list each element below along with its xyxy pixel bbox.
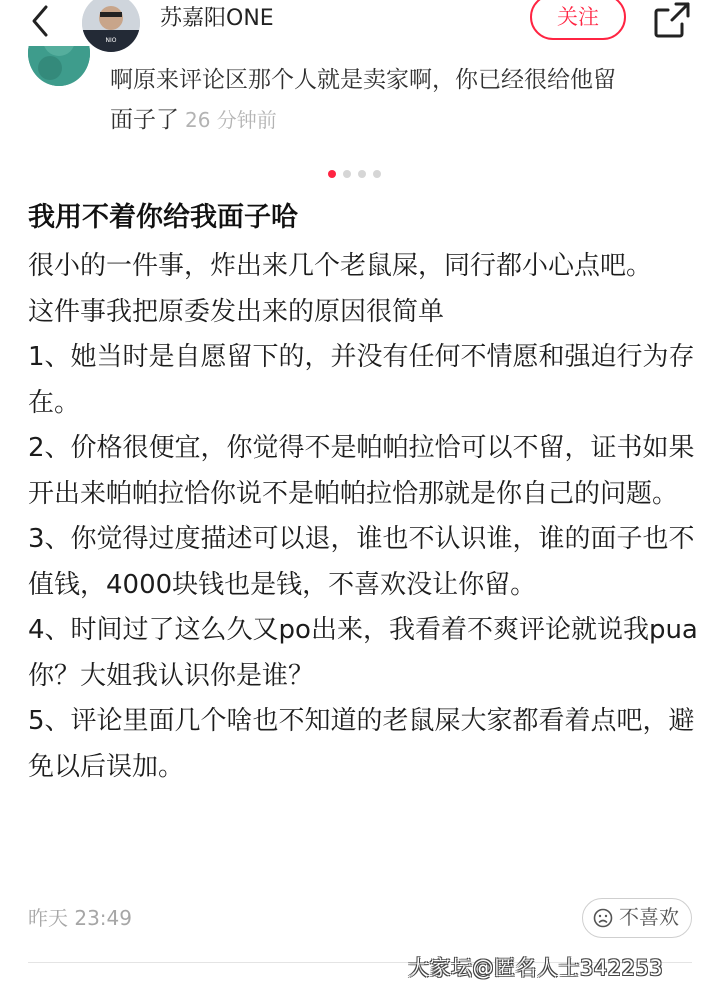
dislike-button[interactable] [582, 898, 692, 938]
post-paragraph: 2、价格很便宜，你觉得不是帕帕拉恰可以不留，证书如果开出来帕帕拉恰你说不是帕帕拉恰那就是你自己的问题。 [28, 433, 695, 509]
share-button[interactable] [652, 0, 692, 40]
carousel-dot[interactable] [358, 170, 366, 178]
carousel-indicator [328, 163, 388, 173]
post-paragraph: 3、你觉得过度描述可以退，谁也不认识谁，谁的面子也不值钱，4000块钱也是钱，不喜欢没让你留。 [28, 524, 695, 600]
dislike-label: 不喜欢 [619, 905, 679, 929]
author-avatar[interactable] [82, 0, 140, 52]
carousel-dot[interactable] [328, 170, 336, 178]
post-body [28, 244, 698, 790]
post-paragraph: 这件事我把原委发出来的原因很简单 [28, 296, 445, 327]
comment-body: 啊原来评论区那个人就是卖家啊，你已经很给他留面子了 [110, 67, 616, 133]
svg-text:NIO: NIO [105, 37, 117, 44]
share-icon [652, 0, 692, 40]
top-bar [0, 0, 720, 46]
post-paragraph: 1、她当时是自愿留下的，并没有任何不情愿和强迫行为存在。 [28, 342, 695, 418]
follow-button[interactable]: 关注 [530, 0, 626, 40]
carousel-dot[interactable] [343, 170, 351, 178]
post-date: 昨天 23:49 [28, 906, 132, 930]
watermark: 大家坛@匿名人士342253 [408, 956, 664, 980]
post-paragraph: 5、评论里面几个啥也不知道的老鼠屎大家都看着点吧，避免以后误加。 [28, 706, 695, 782]
post-paragraph: 很小的一件事，炸出来几个老鼠屎，同行都小心点吧。 [28, 251, 653, 281]
post-paragraph: 4、时间过了这么久又po出来，我看着不爽评论就说我pua你？大姐我认识你是谁？ [28, 615, 698, 691]
post-title: 我用不着你给我面子哈 [28, 202, 298, 233]
back-button[interactable] [24, 2, 60, 40]
sad-face-icon [593, 908, 613, 928]
carousel-dot[interactable] [373, 170, 381, 178]
back-icon [24, 2, 60, 40]
author-name[interactable]: 苏嘉阳ONE [160, 6, 274, 31]
comment-text [110, 60, 630, 140]
comment-time: 26 分钟前 [185, 108, 277, 132]
